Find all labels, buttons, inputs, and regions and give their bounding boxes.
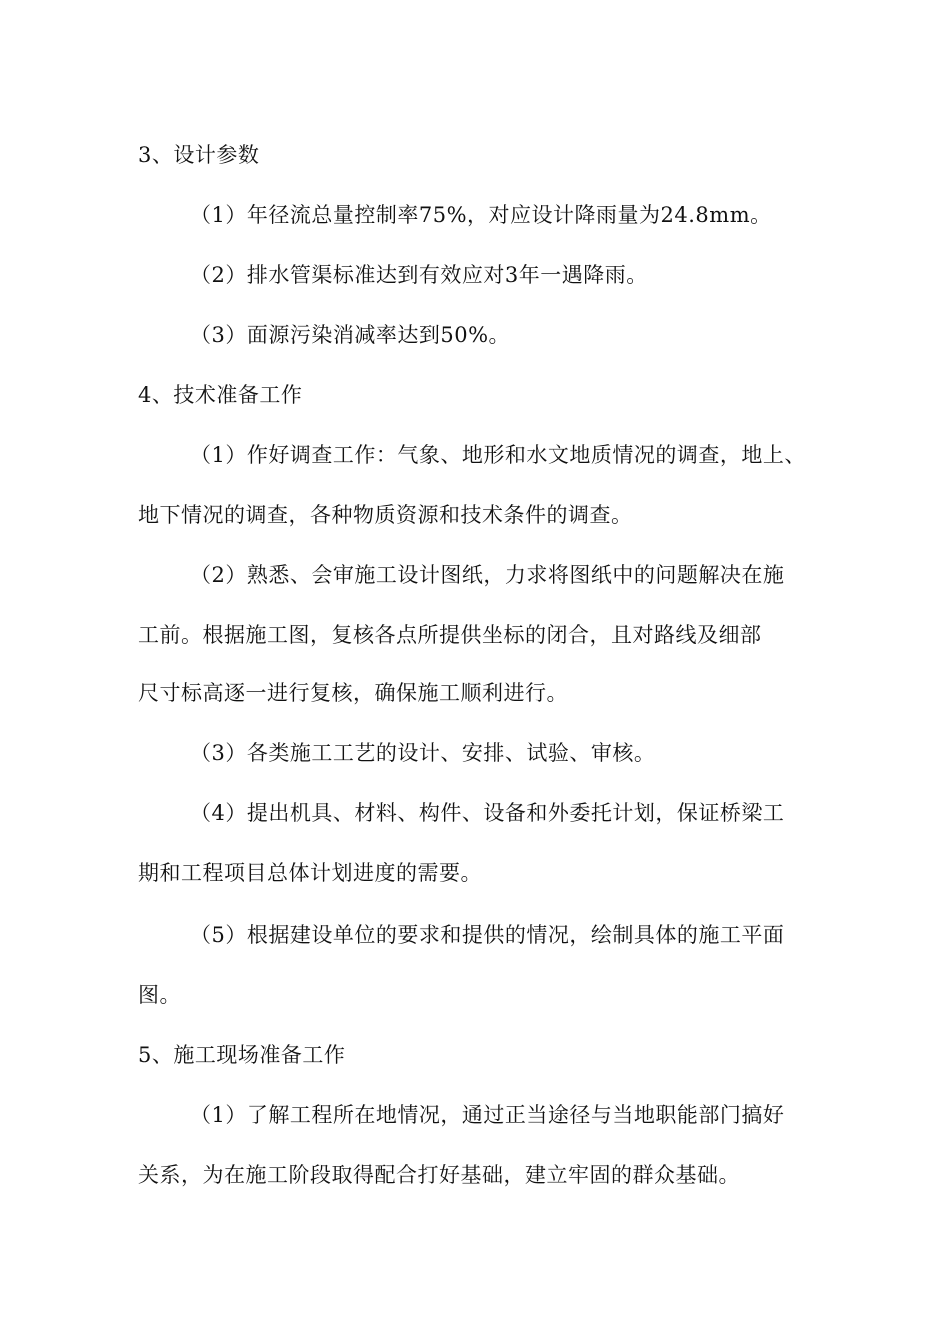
paragraph-line: （5）根据建设单位的要求和提供的情况，绘制具体的施工平面: [190, 923, 785, 947]
paragraph-line: （1）作好调查工作：气象、地形和水文地质情况的调查，地上、: [190, 443, 806, 467]
paragraph-line: 尺寸标高逐一进行复核，确保施工顺利进行。: [138, 681, 568, 705]
paragraph-line: 关系，为在施工阶段取得配合打好基础，建立牢固的群众基础。: [138, 1163, 740, 1187]
section-heading-5: 5、施工现场准备工作: [138, 1043, 346, 1067]
paragraph-line: （1）年径流总量控制率75%，对应设计降雨量为24.8mm。: [190, 203, 772, 227]
paragraph-line: （2）排水管渠标准达到有效应对3年一遇降雨。: [190, 263, 648, 287]
paragraph-line: 期和工程项目总体计划进度的需要。: [138, 861, 482, 885]
section-heading-3: 3、设计参数: [138, 143, 260, 167]
paragraph-line: （1）了解工程所在地情况，通过正当途径与当地职能部门搞好: [190, 1103, 785, 1127]
paragraph-line: （3）面源污染消减率达到50%。: [190, 323, 511, 347]
paragraph-line: （4）提出机具、材料、构件、设备和外委托计划，保证桥梁工: [190, 801, 785, 825]
paragraph-line: （2）熟悉、会审施工设计图纸，力求将图纸中的问题解决在施: [190, 563, 785, 587]
section-heading-4: 4、技术准备工作: [138, 383, 303, 407]
paragraph-line: 工前。根据施工图，复核各点所提供坐标的闭合，且对路线及细部: [138, 623, 762, 647]
paragraph-line: 地下情况的调查，各种物质资源和技术条件的调查。: [138, 503, 633, 527]
paragraph-line: （3）各类施工工艺的设计、安排、试验、审核。: [190, 741, 656, 765]
paragraph-line: 图。: [138, 983, 181, 1007]
